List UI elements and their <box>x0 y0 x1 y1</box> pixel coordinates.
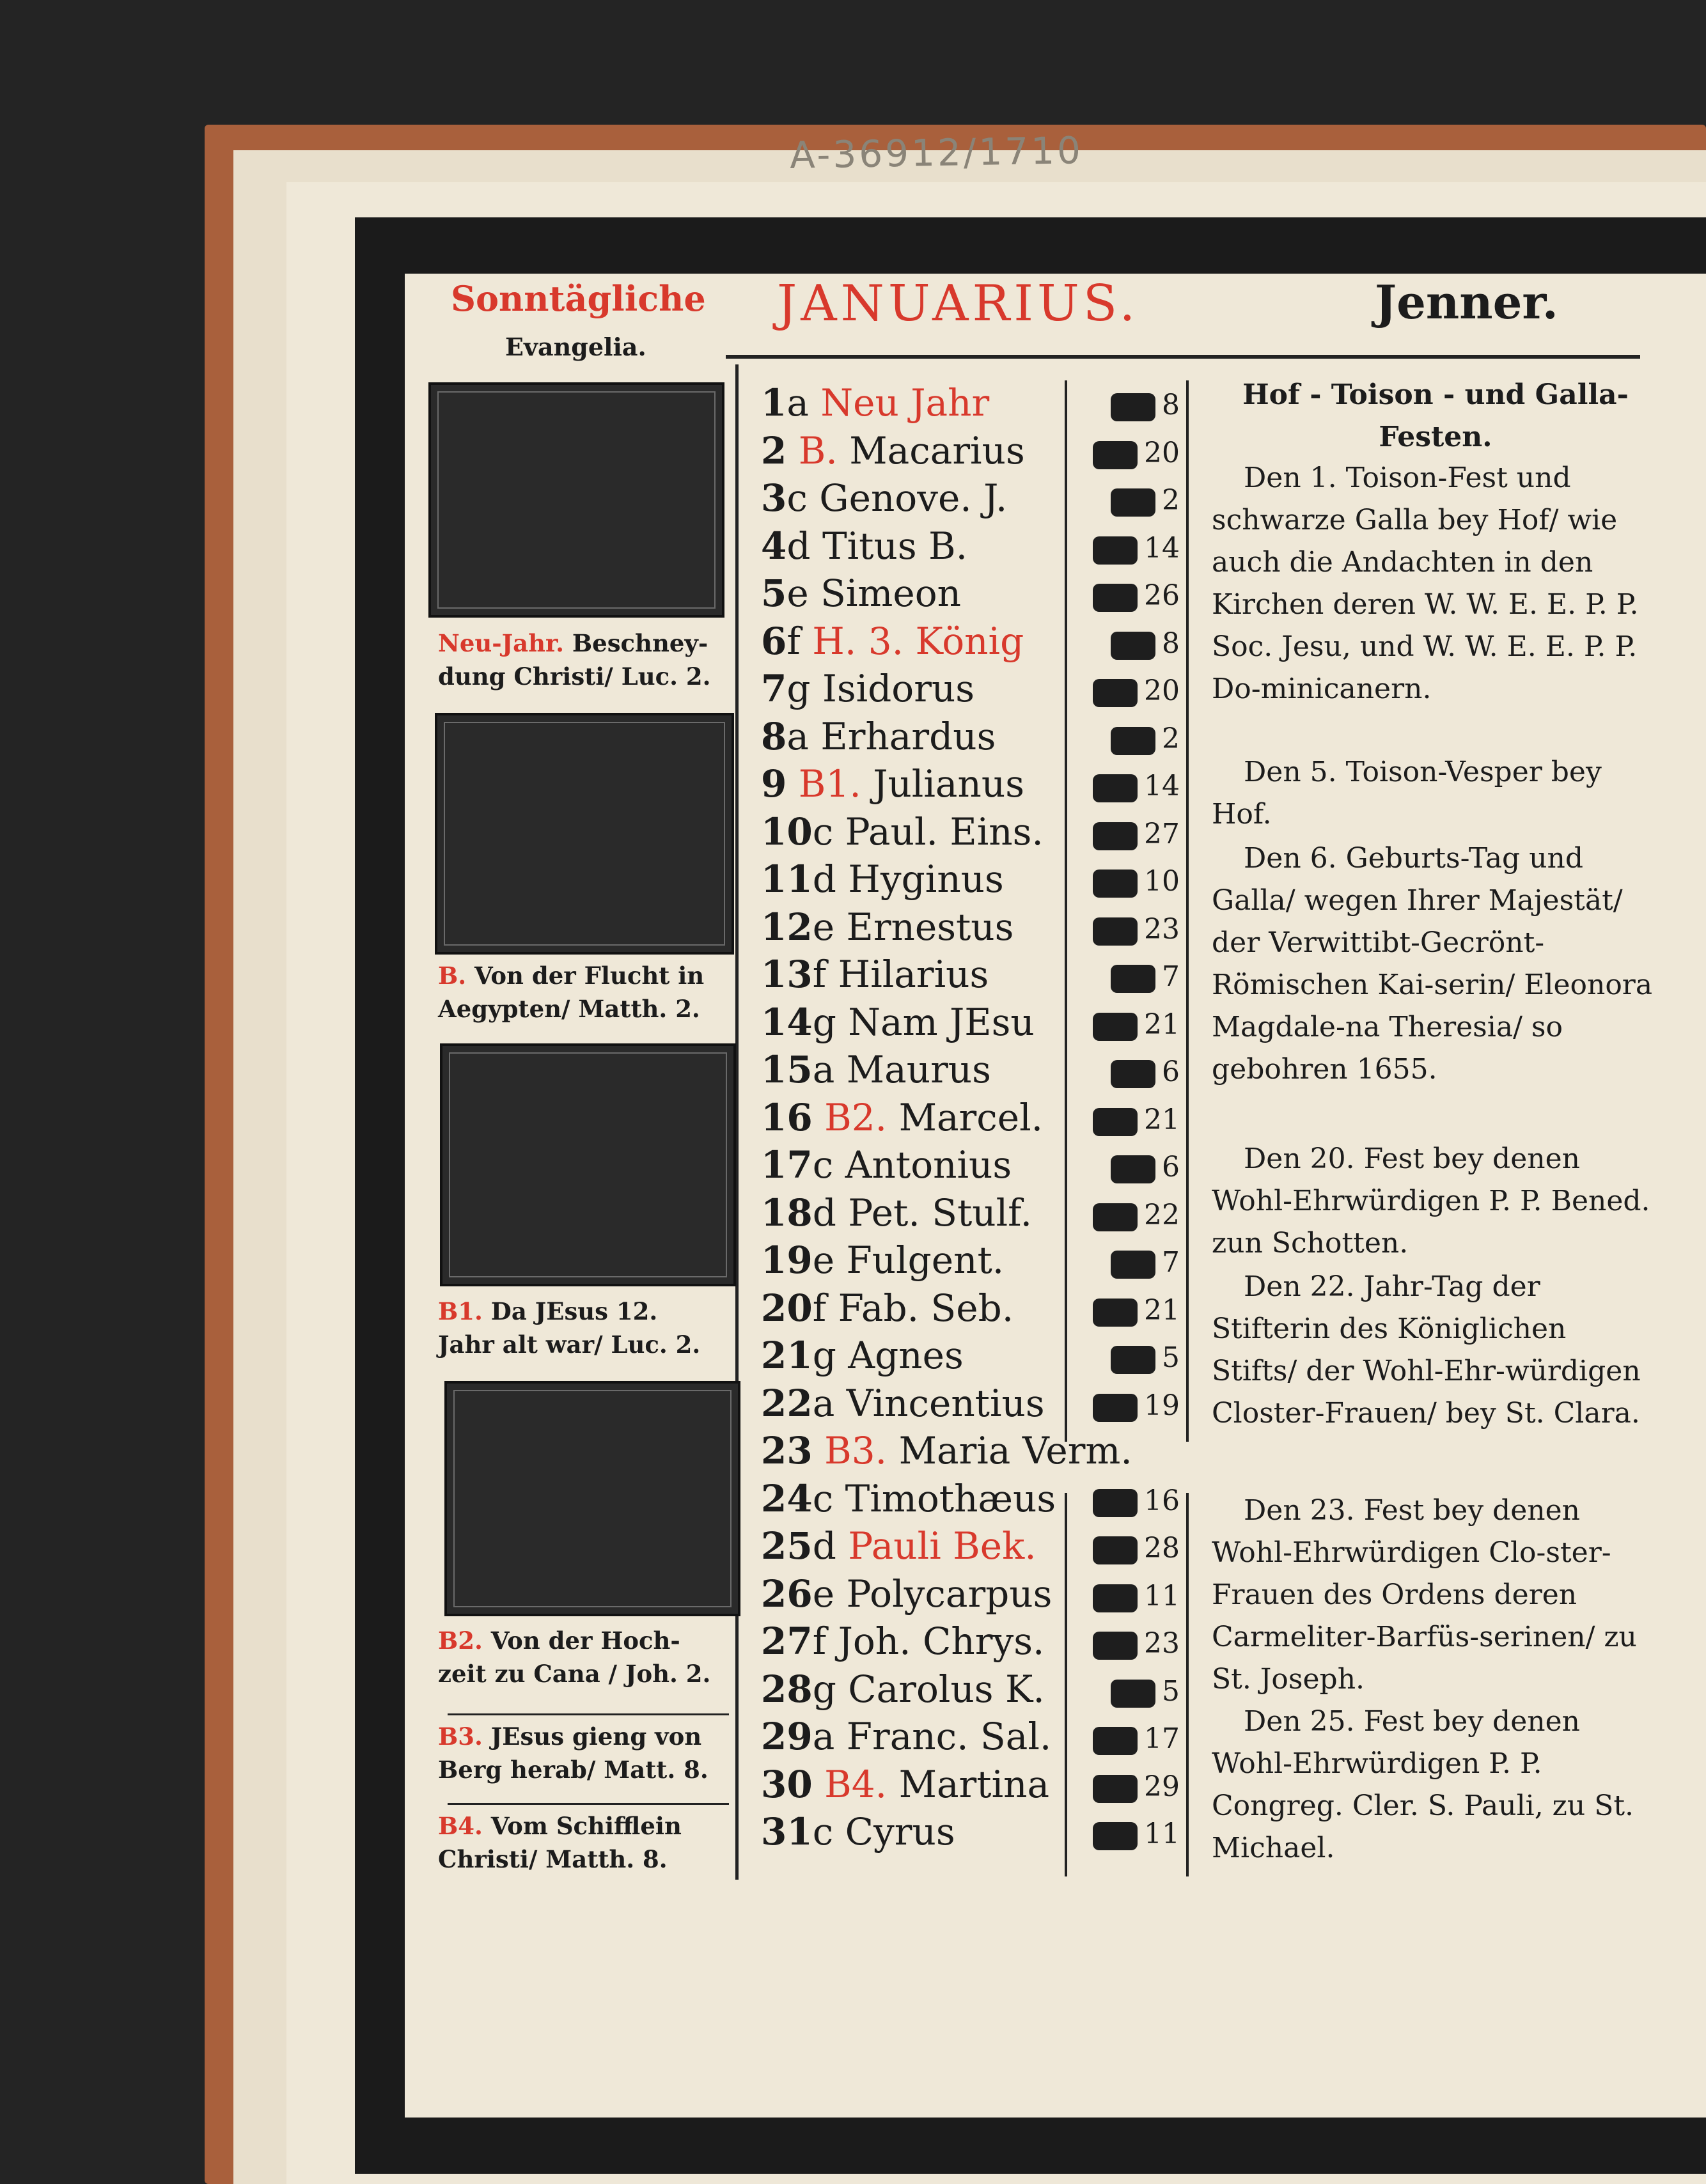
day-number: 25 <box>761 1524 813 1568</box>
day-row <box>761 955 989 994</box>
moon-sign <box>1077 437 1180 469</box>
zodiac-sign-icon <box>1111 1251 1155 1279</box>
gospel-caption: B1. Da JEsus 12. Jahr alt war/ Luc. 2. <box>438 1297 701 1359</box>
day-row <box>761 1667 1045 1711</box>
zodiac-sign-icon <box>1093 1013 1138 1041</box>
day-row <box>761 1619 1045 1663</box>
saint-name: Julianus <box>873 762 1024 806</box>
feast-red: Pauli Bek. <box>848 1524 1037 1568</box>
zodiac-sign-icon <box>1093 774 1138 802</box>
dominical-letter: d <box>786 524 811 568</box>
zodiac-sign-icon <box>1093 1822 1138 1850</box>
moon-sign <box>1077 1532 1180 1564</box>
saint-name: Paul. Eins. <box>845 810 1044 854</box>
day-row <box>761 810 1044 854</box>
moon-hour: 10 <box>1144 865 1180 898</box>
day-row <box>761 429 1025 472</box>
day-number: 23 <box>761 1429 813 1472</box>
saint-name: Erhardus <box>820 715 996 758</box>
moon-sign <box>1077 1580 1180 1612</box>
saint-name: Ernestus <box>846 905 1014 949</box>
moon-hour: 21 <box>1144 1104 1180 1136</box>
day-number: 6 <box>761 620 787 663</box>
gospel-column-subtitle: Evangelia. <box>505 332 646 361</box>
dominical-letter: c <box>786 476 808 520</box>
day-row <box>761 524 968 568</box>
moon-sign <box>1077 1341 1180 1374</box>
day-number: 31 <box>761 1810 813 1853</box>
day-number: 2 <box>761 429 787 472</box>
moon-hour: 8 <box>1162 627 1180 660</box>
day-number: 29 <box>761 1715 813 1758</box>
saint-name: Carolus K. <box>848 1667 1045 1711</box>
day-number: 13 <box>761 953 813 996</box>
zodiac-sign-icon <box>1111 1060 1155 1088</box>
moon-hour: 11 <box>1144 1818 1180 1850</box>
saint-name: Maria Verm. <box>898 1429 1132 1472</box>
dominical-letter: d <box>812 1524 836 1568</box>
dominical-letter: c <box>812 1810 834 1853</box>
moon-hour: 6 <box>1162 1151 1180 1183</box>
day-row <box>761 1336 964 1375</box>
saint-name: Nam JEsu <box>848 1001 1035 1044</box>
gospel-caption: B3. JEsus gieng von Berg herab/ Matt. 8. <box>438 1722 708 1784</box>
moon-sign <box>1077 1675 1180 1708</box>
note-paragraph: Den 20. Fest bey denen Wohl-Ehrwürdigen P. P. Bened. zun Schotten. <box>1212 1143 1650 1260</box>
zodiac-sign-icon <box>1093 1775 1138 1803</box>
zodiac-sign-icon <box>1111 1680 1155 1708</box>
dominical-letter: e <box>812 1572 835 1616</box>
zodiac-sign-icon <box>1093 1536 1138 1564</box>
day-row <box>761 1191 1033 1235</box>
feast-red: H. 3. König <box>812 620 1024 663</box>
woodcut-circumcision <box>428 382 724 618</box>
moon-hour: 8 <box>1162 389 1180 421</box>
dominical-letter: g <box>812 1667 836 1711</box>
saint-name: Cyrus <box>845 1810 955 1853</box>
note-paragraph: Den 1. Toison-Fest und schwarze Galla bey Hof/ wie auch die Andachten in den Kirchen deren W. W. E. E. P. P. Soc. Jesu, und W. W. E. E. P. P. Do-minicanern. <box>1212 462 1639 705</box>
feast-red: B4. <box>824 1763 888 1806</box>
saint-name: Genove. J. <box>819 476 1008 520</box>
zodiac-sign-icon <box>1093 822 1138 850</box>
moon-sign <box>1077 1056 1180 1088</box>
day-row <box>761 1765 1049 1804</box>
saint-name: Fab. Seb. <box>838 1286 1014 1330</box>
moon-sign <box>1077 1722 1180 1755</box>
moon-sign <box>1077 1151 1180 1183</box>
gospel-column-title: Sonntägliche <box>451 278 706 319</box>
dominical-letter: e <box>786 572 809 615</box>
saint-name: Isidorus <box>822 667 975 710</box>
saint-name: Titus B. <box>822 524 968 568</box>
zodiac-sign-icon <box>1093 536 1138 565</box>
moon-sign <box>1077 675 1180 707</box>
moon-sign <box>1077 1389 1180 1422</box>
saint-name: Franc. Sal. <box>846 1715 1052 1758</box>
zodiac-sign-icon <box>1093 917 1138 946</box>
month-title: JANUARIUS. <box>777 275 1139 332</box>
dominical-letter: d <box>812 1191 836 1235</box>
day-row <box>761 1050 991 1089</box>
day-row <box>761 1001 1035 1044</box>
feast-red: B1. <box>798 762 861 806</box>
feast-red: B2. <box>824 1096 888 1139</box>
moon-hour: 23 <box>1144 913 1180 946</box>
moon-sign <box>1077 1246 1180 1279</box>
moon-hour: 28 <box>1144 1532 1180 1564</box>
day-number: 16 <box>761 1096 813 1139</box>
notes-title: Hof - Toison - und Galla-Festen. <box>1242 378 1629 453</box>
day-number: 21 <box>761 1334 813 1377</box>
day-row <box>761 381 990 425</box>
moon-sign <box>1077 484 1180 517</box>
moon-sign <box>1077 865 1180 898</box>
day-row <box>761 1286 1014 1330</box>
day-number: 12 <box>761 905 813 949</box>
day-number: 14 <box>761 1001 813 1044</box>
moon-hour: 2 <box>1162 484 1180 517</box>
dominical-letter: a <box>812 1715 835 1758</box>
day-number: 18 <box>761 1191 813 1235</box>
dominical-letter: a <box>812 1048 835 1091</box>
saint-name: Polycarpus <box>846 1572 1053 1616</box>
moon-hour: 14 <box>1144 532 1180 565</box>
moon-sign <box>1077 770 1180 802</box>
zodiac-sign-icon <box>1111 632 1155 660</box>
note-paragraph: Den 23. Fest bey denen Wohl-Ehrwürdigen Clo-ster-Frauen des Ordens deren Carmeliter-Barfüs-serinen/ zu St. Joseph. <box>1212 1494 1637 1696</box>
saint-name: Simeon <box>820 572 962 615</box>
zodiac-sign-icon <box>1093 1584 1138 1612</box>
moon-hour: 20 <box>1144 675 1180 707</box>
header-rule <box>726 355 1640 359</box>
saint-name: Hyginus <box>848 857 1004 901</box>
dominical-letter: f <box>812 1286 827 1330</box>
gospel-rule <box>448 1713 729 1715</box>
zodiac-sign-icon <box>1093 1727 1138 1755</box>
dominical-letter: g <box>786 667 811 710</box>
zodiac-sign-icon <box>1093 1203 1138 1231</box>
woodcut-jesus-in-temple <box>440 1043 736 1286</box>
moon-sign <box>1077 960 1180 993</box>
moon-hour: 2 <box>1162 722 1180 755</box>
moon-hour: 22 <box>1144 1199 1180 1231</box>
day-row <box>761 1810 955 1853</box>
moon-hour: 11 <box>1144 1580 1180 1612</box>
moon-hour: 14 <box>1144 770 1180 802</box>
moon-hour: 23 <box>1144 1627 1180 1660</box>
day-row <box>761 669 974 708</box>
dominical-letter: f <box>812 953 827 996</box>
woodcut-flight-to-egypt <box>435 713 734 955</box>
feast-red: B3. <box>824 1429 888 1472</box>
dominical-letter: a <box>812 1382 835 1425</box>
saint-name: Marcel. <box>898 1096 1044 1139</box>
zodiac-sign-icon <box>1093 1632 1138 1660</box>
day-number: 19 <box>761 1238 813 1282</box>
moon-hour: 29 <box>1144 1770 1180 1803</box>
gospel-caption: Neu-Jahr. Beschney-dung Christi/ Luc. 2. <box>438 629 711 690</box>
shelfmark: A-36912/1710 <box>789 128 1084 177</box>
dominical-letter: c <box>812 1477 834 1520</box>
day-number: 11 <box>761 857 813 901</box>
saint-name: Antonius <box>845 1143 1012 1187</box>
moon-hour: 7 <box>1162 960 1180 993</box>
moon-hour: 21 <box>1144 1008 1180 1041</box>
moon-sign <box>1077 627 1180 660</box>
day-row <box>761 1143 1012 1187</box>
day-number: 8 <box>761 715 787 758</box>
day-row <box>761 857 1004 901</box>
saint-name: Martina <box>898 1763 1050 1806</box>
zodiac-sign-icon <box>1111 488 1155 517</box>
day-row <box>761 1098 1043 1137</box>
saint-name: Fulgent. <box>846 1238 1005 1282</box>
moon-sign <box>1077 1199 1180 1231</box>
feast-red: Neu Jahr <box>820 381 990 425</box>
zodiac-sign-icon <box>1111 1346 1155 1374</box>
day-row <box>761 1238 1005 1282</box>
feast-red: B. <box>798 429 838 472</box>
dominical-letter: g <box>812 1001 836 1044</box>
moon-sign <box>1077 818 1180 850</box>
day-row <box>761 762 1024 806</box>
zodiac-sign-icon <box>1111 1155 1155 1183</box>
zodiac-sign-icon <box>1093 1108 1138 1136</box>
moon-sign <box>1077 579 1180 612</box>
saint-name: Agnes <box>848 1334 964 1377</box>
day-row <box>761 476 1008 520</box>
moon-sign <box>1077 1818 1180 1850</box>
moon-hour: 7 <box>1162 1246 1180 1279</box>
moon-sign <box>1077 1008 1180 1041</box>
day-number: 1 <box>761 381 787 425</box>
dominical-letter: c <box>812 810 834 854</box>
day-row <box>761 572 962 615</box>
moon-hour: 20 <box>1144 437 1180 469</box>
woodcut-wedding-at-cana <box>444 1381 740 1616</box>
zodiac-sign-icon <box>1111 965 1155 993</box>
note-paragraph: Den 22. Jahr-Tag der Stifterin des Königlichen Stifts/ der Wohl-Ehr-würdigen Closter-Frauen/ bey St. Clara. <box>1212 1270 1641 1430</box>
day-number: 20 <box>761 1286 813 1330</box>
day-number: 28 <box>761 1667 813 1711</box>
moon-hour: 17 <box>1144 1722 1180 1755</box>
saint-name: Macarius <box>849 429 1025 472</box>
moon-hour: 19 <box>1144 1389 1180 1422</box>
notes-divider-2 <box>1186 1493 1189 1876</box>
dominical-letter: d <box>812 857 836 901</box>
moon-sign <box>1077 1627 1180 1660</box>
moon-sign <box>1077 389 1180 421</box>
day-row <box>761 1384 1045 1423</box>
zodiac-sign-icon <box>1111 393 1155 421</box>
dominical-letter: a <box>786 715 809 758</box>
saint-name: Hilarius <box>838 953 989 996</box>
dominical-letter: e <box>812 1238 835 1282</box>
dominical-letter: f <box>786 620 801 663</box>
zodiac-sign-icon <box>1093 1394 1138 1422</box>
saint-name: Joh. Chrys. <box>838 1619 1045 1663</box>
moon-hour: 27 <box>1144 818 1180 850</box>
gospel-rule <box>448 1803 729 1805</box>
notes-divider <box>1186 380 1189 1442</box>
moon-divider-left-2 <box>1065 1493 1067 1876</box>
day-number: 15 <box>761 1048 813 1091</box>
zodiac-sign-icon <box>1093 679 1138 707</box>
day-number: 27 <box>761 1619 813 1663</box>
day-number: 5 <box>761 572 787 615</box>
moon-hour: 5 <box>1162 1341 1180 1374</box>
day-row <box>761 620 1024 663</box>
day-row <box>761 1717 1051 1756</box>
day-number: 10 <box>761 810 813 854</box>
zodiac-sign-icon <box>1093 584 1138 612</box>
moon-sign <box>1077 1104 1180 1136</box>
day-row <box>761 1572 1053 1616</box>
gospel-caption: B. Von der Flucht in Aegypten/ Matth. 2. <box>438 962 705 1023</box>
moon-sign <box>1077 1294 1180 1327</box>
moon-sign <box>1077 722 1180 755</box>
day-row <box>761 905 1014 949</box>
zodiac-sign-icon <box>1093 441 1138 469</box>
moon-sign <box>1077 1485 1180 1517</box>
note-paragraph: Den 6. Geburts-Tag und Galla/ wegen Ihrer Majestät/ der Verwittibt-Gecrönt-Römischen Kai-serin/ Eleonora Magdale-na Theresia/ so gebohren 1655. <box>1212 842 1653 1086</box>
moon-sign <box>1077 532 1180 565</box>
day-row <box>761 1479 1056 1518</box>
gospel-caption: B2. Von der Hoch-zeit zu Cana / Joh. 2. <box>438 1626 711 1688</box>
day-number: 26 <box>761 1572 813 1616</box>
note-paragraph: Den 5. Toison-Vesper bey Hof. <box>1212 756 1602 831</box>
saint-name: Pet. Stulf. <box>848 1191 1033 1235</box>
day-number: 22 <box>761 1382 813 1425</box>
day-row <box>761 717 996 756</box>
dominical-letter: c <box>812 1143 834 1187</box>
dominical-letter: e <box>812 905 835 949</box>
dominical-letter: g <box>812 1334 836 1377</box>
dominical-letter: a <box>786 381 809 425</box>
zodiac-sign-icon <box>1093 1299 1138 1327</box>
day-row <box>761 1524 1037 1568</box>
day-number: 30 <box>761 1763 813 1806</box>
saint-name: Maurus <box>846 1048 991 1091</box>
day-number: 7 <box>761 667 787 710</box>
saint-name: Vincentius <box>846 1382 1045 1425</box>
day-number: 24 <box>761 1477 813 1520</box>
day-number: 9 <box>761 762 787 806</box>
zodiac-sign-icon <box>1093 870 1138 898</box>
zodiac-sign-icon <box>1093 1489 1138 1517</box>
moon-hour: 5 <box>1162 1675 1180 1708</box>
moon-hour: 16 <box>1144 1485 1180 1517</box>
note-paragraph: Den 25. Fest bey denen Wohl-Ehrwürdigen P. P. Congreg. Cler. S. Pauli, zu St. Michael. <box>1212 1705 1634 1864</box>
saint-name: Timothæus <box>845 1477 1056 1520</box>
moon-divider-left <box>1065 380 1067 1442</box>
moon-sign <box>1077 913 1180 946</box>
month-german: Jenner. <box>1375 275 1558 329</box>
day-number: 3 <box>761 476 787 520</box>
moon-hour: 21 <box>1144 1294 1180 1327</box>
day-row <box>761 1431 1132 1470</box>
day-number: 4 <box>761 524 787 568</box>
moon-hour: 6 <box>1162 1056 1180 1088</box>
zodiac-sign-icon <box>1111 727 1155 755</box>
gospel-caption: B4. Vom Schifflein Christi/ Matth. 8. <box>438 1812 682 1873</box>
moon-sign <box>1077 1770 1180 1803</box>
day-number: 17 <box>761 1143 813 1187</box>
dominical-letter: f <box>812 1619 827 1663</box>
moon-hour: 26 <box>1144 579 1180 612</box>
